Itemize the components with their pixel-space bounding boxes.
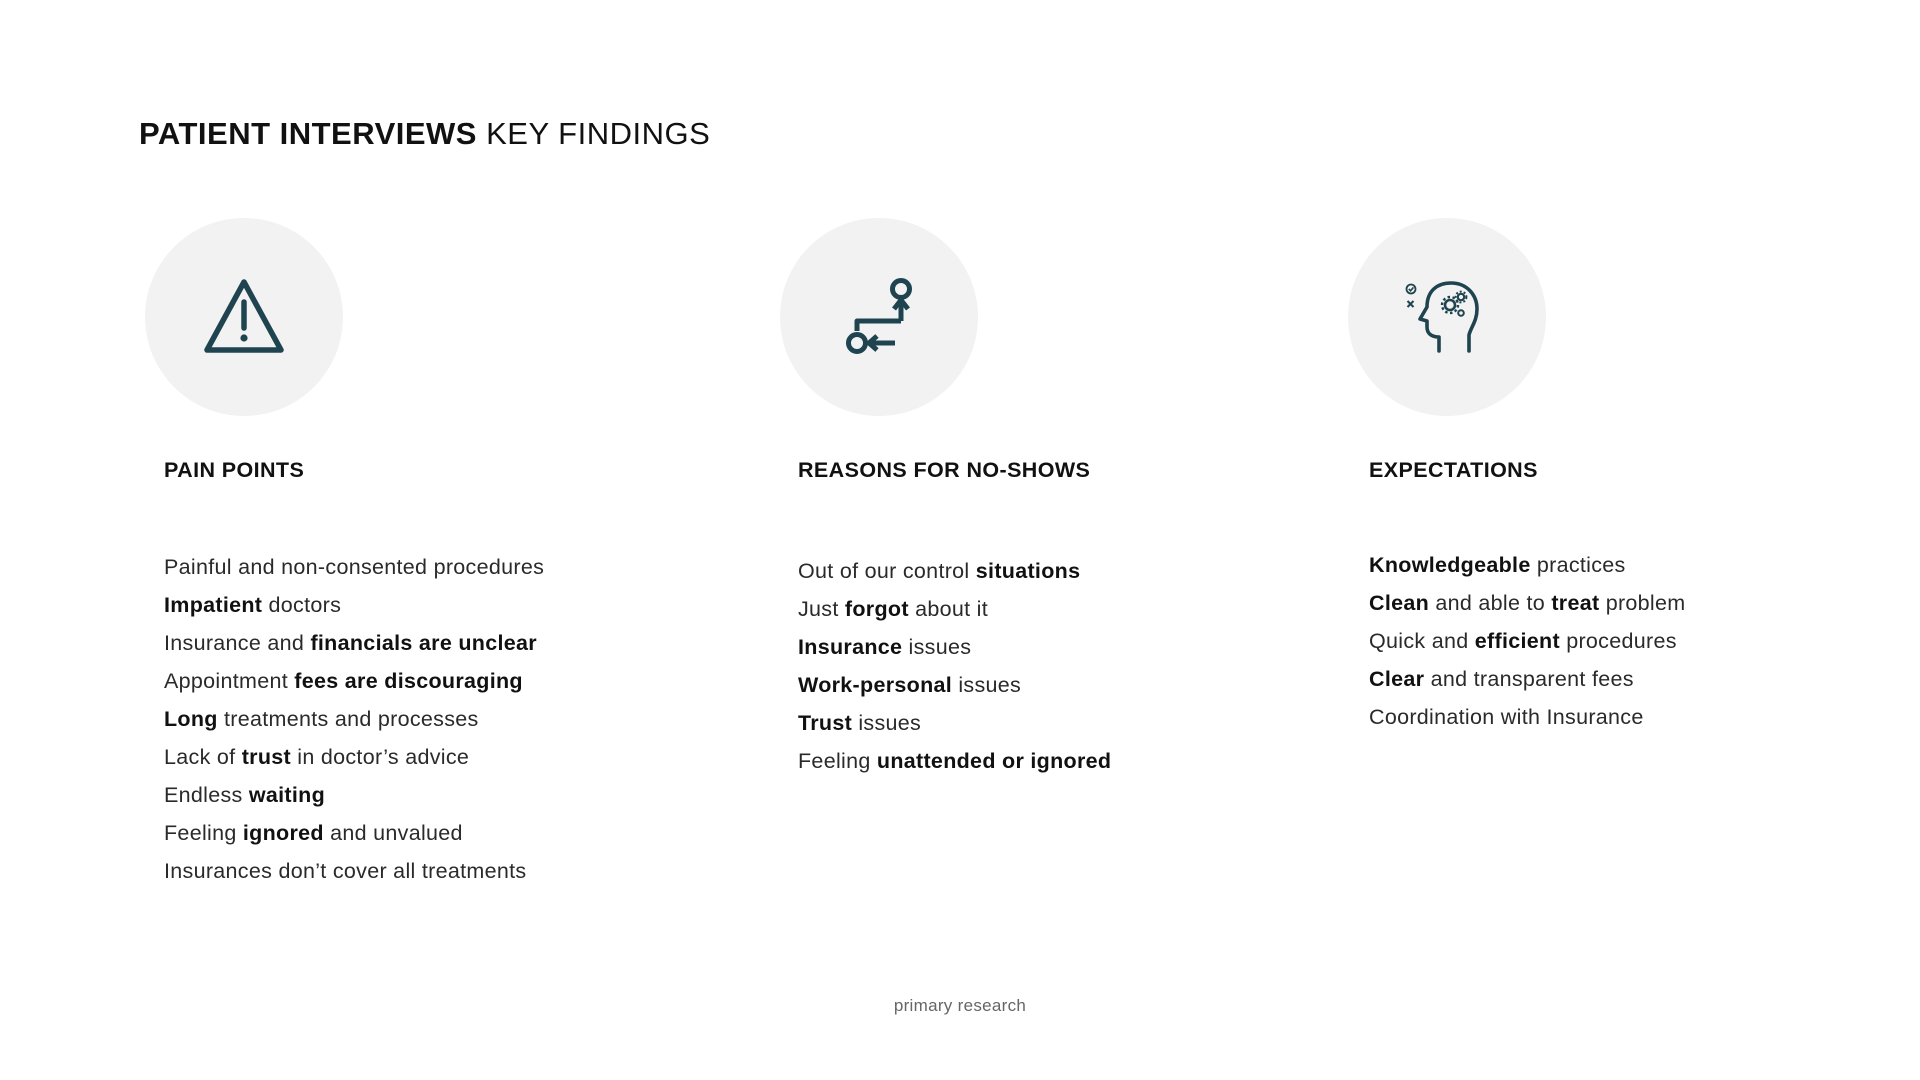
- list-item-text: issues: [952, 673, 1022, 697]
- expectations-column: [1348, 218, 1686, 729]
- list-item-bold-text: Work-personal: [798, 673, 953, 697]
- list-item-text: doctors: [262, 593, 342, 617]
- list-item-bold-text: Long: [164, 707, 218, 731]
- list-item-text: Lack of: [164, 745, 242, 769]
- list-item-text: problem: [1599, 591, 1686, 615]
- expectations-list: [1369, 546, 1685, 736]
- list-item: [1369, 584, 1685, 622]
- list-item: [1369, 660, 1685, 698]
- list-item-bold-text: fees are discouraging: [294, 669, 523, 693]
- expectations-icon-circle: [1348, 218, 1546, 416]
- list-item-text: treatments and processes: [217, 707, 479, 731]
- no-shows-heading: REASONS FOR NO-SHOWS: [798, 458, 1091, 482]
- list-item-text: Out of our control: [798, 559, 976, 583]
- list-item-text: about it: [908, 597, 988, 621]
- pain-points-heading: PAIN POINTS: [164, 458, 305, 482]
- list-item-text: Feeling: [164, 821, 243, 845]
- list-item-text: Appointment: [164, 669, 295, 693]
- list-item: [798, 628, 1111, 666]
- list-item-bold-text: trust: [241, 745, 291, 769]
- no-shows-column: [780, 218, 1112, 773]
- list-item-bold-text: Trust: [798, 711, 853, 735]
- list-item: [798, 666, 1111, 704]
- pain-points-icon-circle: [145, 218, 343, 416]
- list-item-bold-text: Clear: [1369, 667, 1425, 691]
- list-item-text: Just: [798, 597, 845, 621]
- list-item-bold-text: ignored: [242, 821, 324, 845]
- list-item: [798, 742, 1111, 780]
- list-item: [164, 738, 544, 776]
- list-item-bold-text: Clean: [1369, 591, 1430, 615]
- pain-points-list: [164, 548, 544, 890]
- list-item: [798, 552, 1111, 590]
- list-item: [1369, 622, 1685, 660]
- list-item-text: and unvalued: [323, 821, 463, 845]
- list-item-bold-text: treat: [1551, 591, 1600, 615]
- list-item-text: Endless: [164, 783, 249, 807]
- list-item-bold-text: situations: [975, 559, 1081, 583]
- list-item-text: and able to: [1429, 591, 1552, 615]
- path-route-icon: [839, 275, 919, 359]
- head-gears-icon: [1405, 275, 1489, 359]
- list-item: [164, 586, 544, 624]
- list-item-text: and transparent fees: [1424, 667, 1634, 691]
- list-item: [1369, 698, 1685, 736]
- warning-triangle-icon: [203, 278, 285, 356]
- list-item: [1369, 546, 1685, 584]
- list-item-text: Coordination with Insurance: [1369, 705, 1644, 729]
- list-item: [164, 814, 544, 852]
- list-item: [798, 590, 1111, 628]
- list-item-bold-text: Insurance: [798, 635, 903, 659]
- page-title-strong: PATIENT INTERVIEWS: [139, 116, 477, 151]
- list-item-text: in doctor’s advice: [290, 745, 470, 769]
- expectations-heading: EXPECTATIONS: [1369, 458, 1538, 482]
- list-item-text: Quick and: [1369, 629, 1475, 653]
- list-item-bold-text: unattended or ignored: [876, 749, 1112, 773]
- page-title: [139, 116, 710, 152]
- list-item: [164, 662, 544, 700]
- list-item-bold-text: financials are unclear: [310, 631, 537, 655]
- list-item: [798, 704, 1111, 742]
- list-item-bold-text: Impatient: [164, 593, 263, 617]
- list-item-text: practices: [1530, 553, 1626, 577]
- no-shows-icon-circle: [780, 218, 978, 416]
- list-item-text: procedures: [1559, 629, 1677, 653]
- page-title-light: KEY FINDINGS: [486, 116, 711, 151]
- list-item-text: Painful and non-consented procedures: [164, 555, 545, 579]
- list-item: [164, 624, 544, 662]
- list-item-bold-text: efficient: [1474, 629, 1560, 653]
- list-item-text: Insurances don’t cover all treatments: [164, 859, 527, 883]
- list-item: [164, 548, 544, 586]
- list-item-text: Insurance and: [164, 631, 311, 655]
- list-item-text: Feeling: [798, 749, 877, 773]
- list-item-text: issues: [852, 711, 922, 735]
- list-item-bold-text: Knowledgeable: [1369, 553, 1531, 577]
- footer-note: primary research: [893, 996, 1027, 1015]
- list-item: [164, 852, 544, 890]
- list-item-bold-text: waiting: [248, 783, 326, 807]
- list-item-bold-text: forgot: [844, 597, 909, 621]
- list-item: [164, 700, 544, 738]
- list-item-text: issues: [902, 635, 972, 659]
- pain-points-column: [145, 218, 545, 883]
- no-shows-list: [798, 552, 1111, 780]
- list-item: [164, 776, 544, 814]
